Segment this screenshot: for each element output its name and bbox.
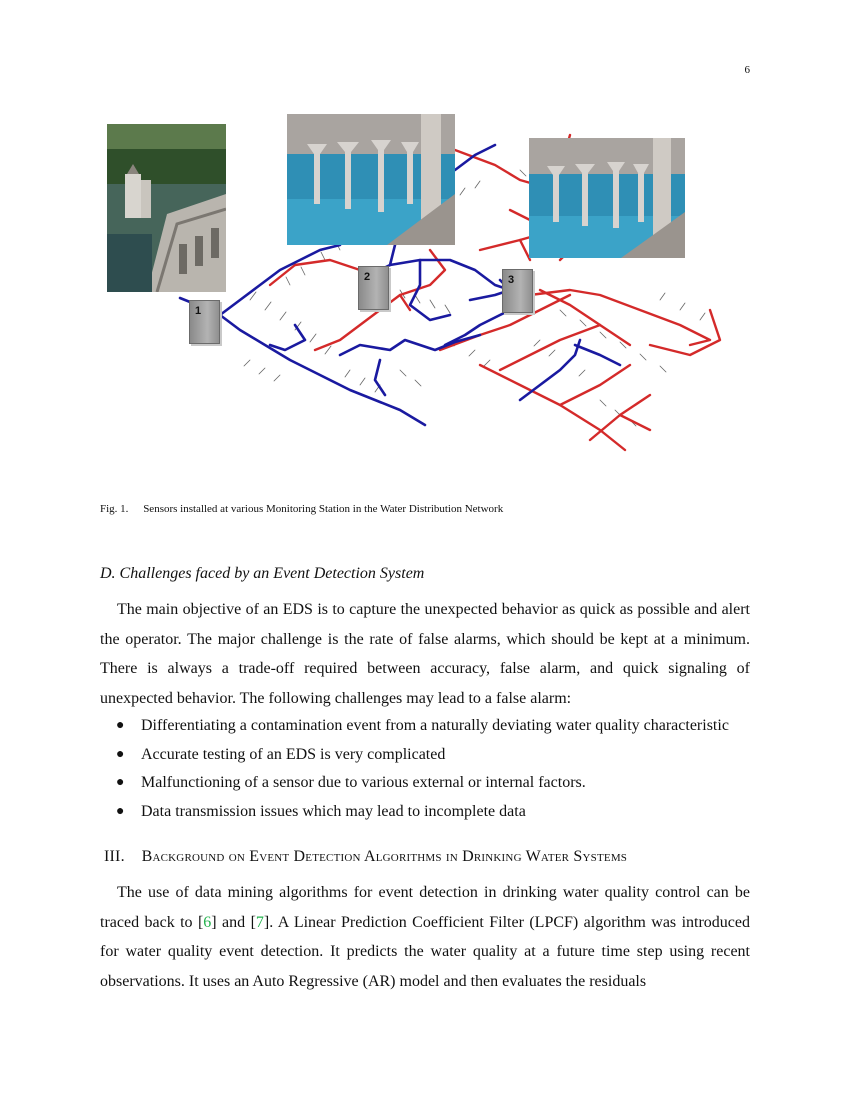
subsection-title: D. Challenges faced by an Event Detection System <box>100 565 425 582</box>
section-heading <box>104 848 627 866</box>
list-item: ● Malfunctioning of a sensor due to various external or internal factors. <box>100 769 750 798</box>
citation-link-7[interactable]: 7 <box>255 913 264 931</box>
reservoir-photo-2 <box>529 138 685 258</box>
challenges-list <box>100 712 750 826</box>
figure-water-network <box>100 110 750 470</box>
section-title-text: Background on Event Detection Algorithms in Drinking Water Systems <box>141 848 628 865</box>
paragraph-challenges: The main objective of an EDS is to capture the unexpected behavior as quick as possible and alert the operator. The major challenge is the rate of false alarms, which should be kept at a minimum. There is always a trade-off required between accuracy, false alarm, and quick signaling of unexpected behavior. The following challenges may lead to a false alarm: <box>100 601 750 707</box>
paragraph-background: The use of data mining algorithms for event detection in drinking water quality control can be traced back to [6] and [7]. A Linear Prediction Coefficient Filter (LPCF) algorithm was introduced for water quality event detection. It predicts the water quality at a future time step using recent observations. It uses an Auto Regressive (AR) model and then evaluates the residuals <box>100 884 750 990</box>
figure-caption <box>100 503 503 515</box>
bullet-icon: ● <box>116 718 125 733</box>
station-label: 1 <box>195 305 202 317</box>
station-label: 2 <box>364 271 371 283</box>
bullet-icon: ● <box>116 746 125 762</box>
bullet-icon: ● <box>116 803 125 819</box>
list-item: ● Data transmission issues which may lead to incomplete data <box>100 798 750 827</box>
reservoir-photo-1 <box>287 114 455 245</box>
monitoring-station-2 <box>358 266 389 310</box>
station-label: 3 <box>508 274 515 286</box>
caption-label: Fig. 1. <box>100 503 129 515</box>
citation-link-6[interactable]: 6 <box>203 913 212 931</box>
monitoring-station-1 <box>189 300 220 344</box>
monitoring-station-3 <box>502 269 533 313</box>
dam-photo <box>107 124 226 292</box>
section-number: III. <box>104 848 125 865</box>
caption-text: Sensors installed at various Monitoring Station in the Water Distribution Network <box>143 503 504 515</box>
bullet-icon: ● <box>116 775 125 790</box>
list-item: ● Accurate testing of an EDS is very complicated <box>100 741 750 770</box>
list-item: ● Differentiating a contamination event from a naturally deviating water quality characteristic <box>100 712 750 741</box>
page-number: 6 <box>744 64 750 76</box>
